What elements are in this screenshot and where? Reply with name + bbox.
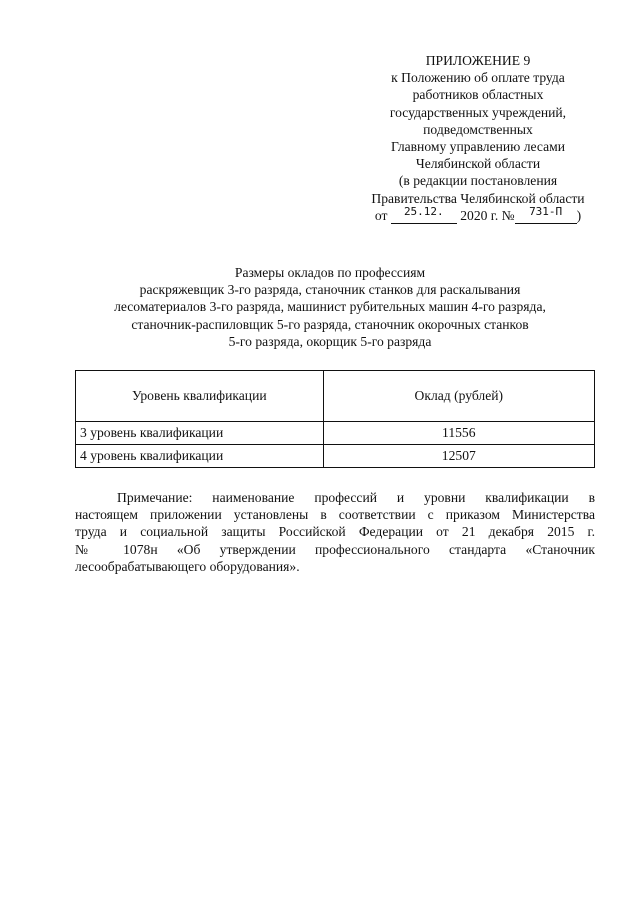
title-line: станочник-распиловщик 5-го разряда, станочник окорочных станков: [131, 316, 529, 332]
header-line: работников областных: [412, 87, 544, 103]
header-line: Правительства Челябинской области: [371, 190, 585, 206]
salary-cell: 12507: [323, 445, 594, 468]
header-line: к Положению об оплате труда: [391, 70, 565, 86]
note-line: настоящем приложении установлены в соответствии с приказом Министерства: [75, 507, 595, 523]
column-header-salary: Оклад (рублей): [323, 371, 594, 422]
header-line: Главному управлению лесами: [390, 139, 565, 155]
document-title: [60, 264, 600, 350]
number-value: 731-П: [529, 204, 563, 218]
salary-table: [75, 370, 595, 468]
annex-title: ПРИЛОЖЕНИЕ 9: [425, 53, 531, 68]
note-line: труда и социальной защиты Российской Федерации от 21 декабря 2015 г.: [75, 524, 595, 540]
date-value: 25.12.: [403, 204, 444, 218]
table-row: [76, 445, 595, 468]
note-line: № 1078н «Об утверждении профессионального стандарта «Станочник: [75, 541, 595, 557]
note-paragraph: [75, 489, 595, 575]
column-header-level: Уровень квалификации: [76, 371, 324, 422]
date-blank: [391, 204, 457, 224]
note-line: лесообрабатывающего оборудования».: [75, 558, 300, 574]
note-line: Примечание: наименование профессий и уровни квалификации в: [117, 490, 595, 505]
header-line: (в редакции постановления: [398, 173, 558, 189]
title-line: раскряжевщик 3-го разряда, станочник станков для раскалывания: [139, 282, 521, 298]
title-line: Размеры окладов по профессиям: [234, 265, 426, 280]
date-prefix: от: [374, 207, 388, 223]
title-line: лесоматериалов 3-го разряда, машинист рубительных машин 4-го разряда,: [114, 299, 546, 315]
qualification-level-cell: 3 уровень квалификации: [76, 422, 324, 445]
qualification-level-cell: 4 уровень квалификации: [76, 445, 324, 468]
close-paren: ): [576, 207, 582, 223]
year-text: 2020 г. №: [460, 207, 515, 223]
header-line: Челябинской области: [415, 156, 541, 172]
header-line: подведомственных: [423, 121, 533, 137]
header-line: государственных учреждений,: [389, 104, 567, 120]
title-line: 5-го разряда, окорщик 5-го разряда: [228, 333, 432, 349]
date-number-line: [348, 204, 608, 224]
table-header-row: [76, 371, 595, 422]
number-blank: [515, 204, 577, 224]
salary-cell: 11556: [323, 422, 594, 445]
table-row: [76, 422, 595, 445]
document-header: [348, 52, 608, 224]
